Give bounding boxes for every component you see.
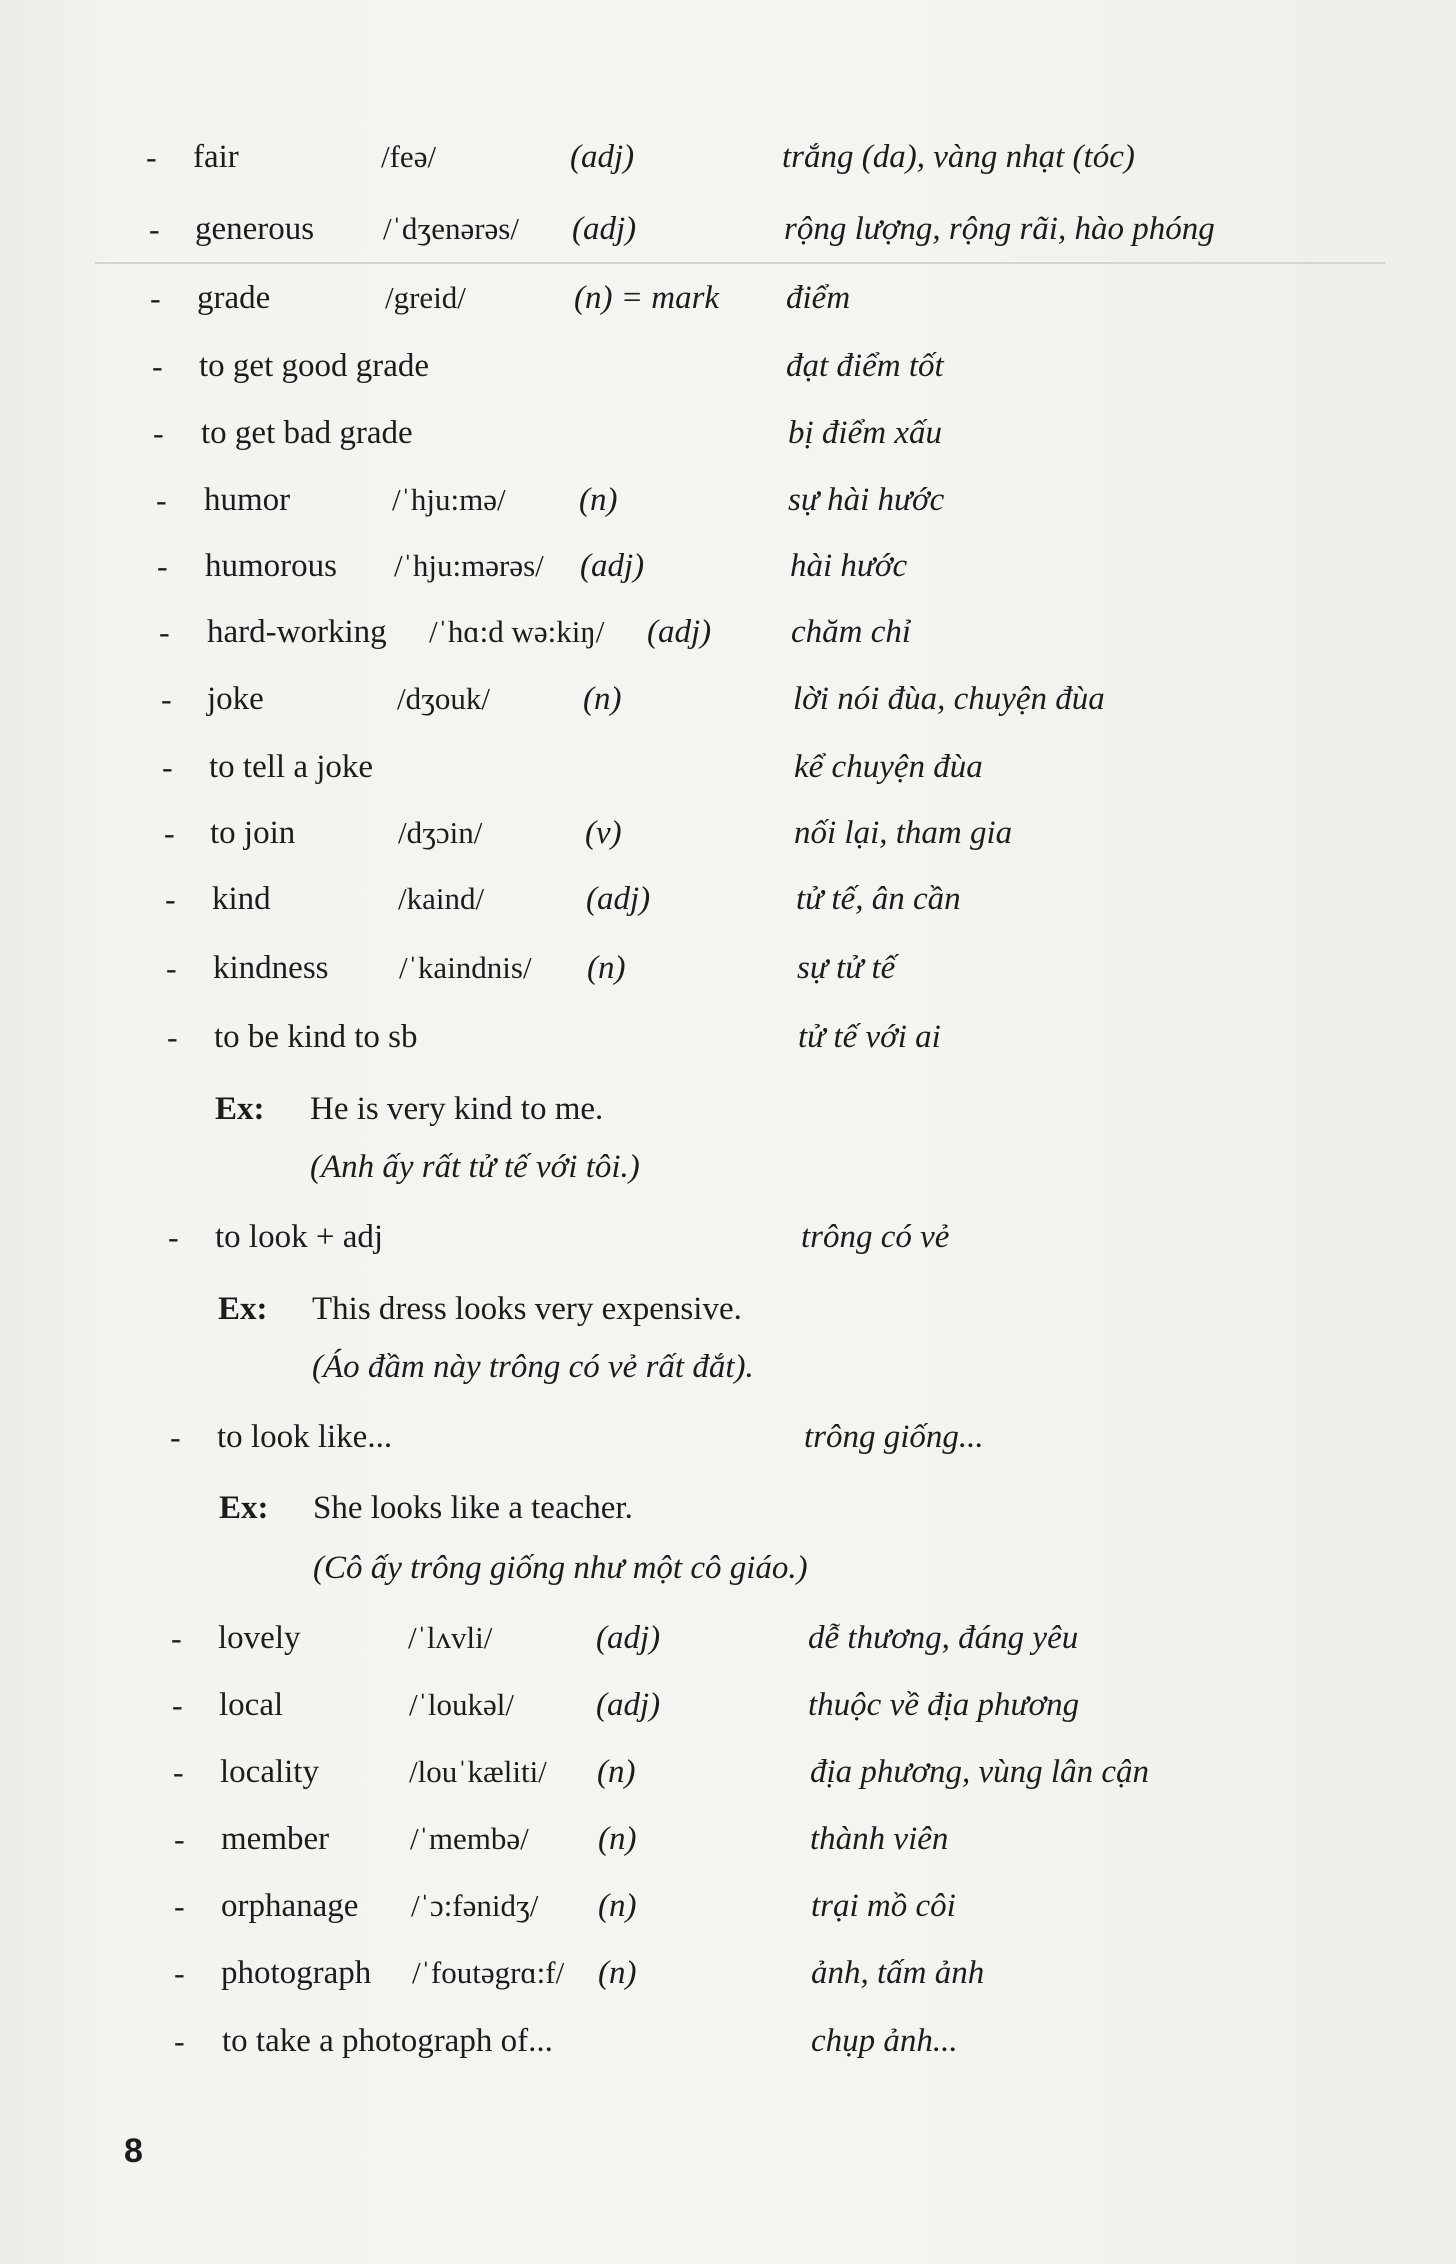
vocab-meaning: sự tử tế	[797, 950, 896, 986]
vocab-entry	[0, 1412, 1456, 1462]
example-label: Ex:	[215, 1091, 265, 1127]
bullet-dash: -	[168, 1219, 179, 1255]
vocab-pos: (n)	[579, 482, 618, 518]
bullet-dash: -	[174, 1955, 185, 1991]
bullet-dash: -	[153, 415, 164, 451]
vocab-entry	[0, 674, 1456, 724]
vocab-meaning: lời nói đùa, chuyện đùa	[793, 681, 1105, 717]
vocab-ipa: /feə/	[381, 139, 437, 174]
vocab-pos: (n)	[587, 950, 626, 986]
example-translation: (Anh ấy rất tử tế với tôi.)	[310, 1149, 640, 1185]
vocab-term: to get bad grade	[201, 415, 413, 451]
bullet-dash: -	[174, 1821, 185, 1857]
vocab-pos: (adj)	[596, 1687, 661, 1723]
vocab-pos: (adj)	[596, 1620, 661, 1656]
bullet-dash: -	[162, 749, 173, 785]
vocab-entry	[0, 808, 1456, 858]
vocab-entry	[0, 874, 1456, 924]
vocab-ipa: /ˈkaindnis/	[399, 950, 532, 985]
vocab-meaning: rộng lượng, rộng rãi, hào phóng	[784, 211, 1215, 247]
vocab-term: kindness	[213, 950, 329, 986]
vocab-meaning: ảnh, tấm ảnh	[811, 1955, 985, 1991]
vocab-meaning: địa phương, vùng lân cận	[810, 1754, 1149, 1790]
vocab-meaning: trông có vẻ	[801, 1219, 950, 1255]
vocab-ipa: /kaind/	[398, 881, 485, 916]
example-translation: (Áo đầm này trông có vẻ rất đắt).	[312, 1349, 754, 1385]
vocab-term: local	[219, 1687, 284, 1723]
bullet-dash: -	[173, 1754, 184, 1790]
vocab-term: to be kind to sb	[214, 1019, 418, 1055]
vocab-term: to tell a joke	[209, 749, 374, 785]
vocab-entry	[0, 943, 1456, 993]
vocab-pos: (adj)	[570, 139, 635, 175]
example-translation: (Cô ấy trông giống như một cô giáo.)	[313, 1550, 808, 1586]
example-text: He is very kind to me.	[310, 1091, 604, 1127]
vocab-ipa: /ˈhɑ:d wə:kiŋ/	[429, 614, 605, 649]
example-text: This dress looks very expensive.	[312, 1291, 742, 1327]
vocab-term: humorous	[205, 548, 337, 584]
example-label: Ex:	[218, 1291, 268, 1327]
vocab-meaning: nối lại, tham gia	[794, 815, 1013, 851]
bullet-dash: -	[157, 548, 168, 584]
vocab-entry	[0, 1680, 1456, 1730]
vocab-entry	[0, 408, 1456, 458]
vocab-ipa: /ˈdʒenərəs/	[383, 211, 519, 246]
vocab-entry	[0, 1747, 1456, 1797]
vocab-term: member	[221, 1821, 330, 1857]
vocab-pos: (adj)	[647, 614, 712, 650]
vocab-term: fair	[193, 139, 239, 175]
vocab-pos: (n) = mark	[574, 280, 720, 316]
bullet-dash: -	[156, 482, 167, 518]
bullet-dash: -	[174, 1888, 185, 1924]
vocab-pos: (n)	[597, 1754, 636, 1790]
vocab-meaning: trắng (da), vàng nhạt (tóc)	[782, 139, 1135, 175]
vocab-term: orphanage	[221, 1888, 359, 1924]
vocab-term: locality	[220, 1754, 319, 1790]
vocab-meaning: trại mồ côi	[811, 1888, 956, 1924]
bullet-dash: -	[161, 681, 172, 717]
vocab-entry	[0, 1948, 1456, 1998]
vocab-entry	[0, 1814, 1456, 1864]
page-number: 8	[124, 2132, 143, 2170]
bullet-dash: -	[159, 614, 170, 650]
bullet-dash: -	[150, 280, 161, 316]
vocab-entry	[0, 273, 1456, 323]
vocab-term: to join	[210, 815, 296, 851]
vocab-term: to look like...	[217, 1419, 393, 1455]
vocab-entry	[0, 1881, 1456, 1931]
vocab-ipa: /dʒouk/	[397, 681, 490, 716]
vocab-pos: (adj)	[580, 548, 645, 584]
vocab-entry	[0, 341, 1456, 391]
vocab-meaning: trông giống...	[804, 1419, 984, 1455]
vocab-pos: (v)	[585, 815, 622, 851]
example-label: Ex:	[219, 1490, 269, 1526]
vocab-entry	[0, 1212, 1456, 1262]
vocab-term: joke	[207, 681, 264, 717]
vocab-meaning: đạt điểm tốt	[786, 348, 944, 384]
example	[0, 1284, 1456, 1334]
vocab-ipa: /ˈhju:mərəs/	[394, 548, 544, 583]
vocab-pos: (adj)	[586, 881, 651, 917]
vocab-ipa: /ˈmembə/	[410, 1821, 529, 1856]
vocab-term: generous	[195, 211, 315, 247]
vocab-meaning: điểm	[786, 280, 851, 316]
vocab-term: to look + adj	[215, 1219, 384, 1255]
vocab-entry	[0, 742, 1456, 792]
vocab-meaning: thuộc về địa phương	[808, 1687, 1080, 1723]
vocab-term: photograph	[221, 1955, 372, 1991]
vocab-meaning: dễ thương, đáng yêu	[808, 1620, 1079, 1656]
vocab-term: lovely	[218, 1620, 301, 1656]
vocab-pos: (n)	[583, 681, 622, 717]
vocab-pos: (adj)	[572, 211, 637, 247]
example	[0, 1084, 1456, 1134]
bullet-dash: -	[146, 139, 157, 175]
vocab-pos: (n)	[598, 1955, 637, 1991]
show-through-rule	[95, 262, 1385, 264]
bullet-dash: -	[149, 211, 160, 247]
vocab-entry	[0, 1613, 1456, 1663]
vocab-entry	[0, 541, 1456, 591]
vocab-term: kind	[212, 881, 271, 917]
vocab-meaning: thành viên	[810, 1821, 949, 1857]
bullet-dash: -	[166, 950, 177, 986]
vocab-pos: (n)	[598, 1821, 637, 1857]
vocab-term: grade	[197, 280, 271, 316]
vocab-meaning: bị điểm xấu	[788, 415, 942, 451]
vocab-ipa: /louˈkæliti/	[409, 1754, 547, 1789]
bullet-dash: -	[165, 881, 176, 917]
vocab-ipa: /ˈlʌvli/	[408, 1620, 493, 1655]
vocab-entry	[0, 204, 1456, 254]
vocab-pos: (n)	[598, 1888, 637, 1924]
vocab-entry	[0, 475, 1456, 525]
bullet-dash: -	[171, 1620, 182, 1656]
vocab-ipa: /ˈhju:mə/	[392, 482, 506, 517]
vocab-ipa: /ˈɔ:fənidʒ/	[411, 1888, 539, 1923]
vocab-ipa: /dʒɔin/	[398, 815, 483, 850]
vocab-term: to get good grade	[199, 348, 430, 384]
bullet-dash: -	[164, 815, 175, 851]
bullet-dash: -	[172, 1687, 183, 1723]
vocab-ipa: /greid/	[385, 280, 466, 315]
vocab-term: to take a photograph of...	[222, 2023, 553, 2059]
vocab-entry	[0, 132, 1456, 182]
vocab-entry	[0, 1012, 1456, 1062]
vocab-meaning: chăm chỉ	[791, 614, 912, 650]
vocab-ipa: /ˈfoutəgrɑ:f/	[412, 1955, 565, 1990]
vocab-meaning: kể chuyện đùa	[794, 749, 983, 785]
bullet-dash: -	[174, 2023, 185, 2059]
example	[0, 1483, 1456, 1533]
vocab-meaning: hài hước	[790, 548, 908, 584]
example-text: She looks like a teacher.	[313, 1490, 633, 1526]
vocab-entry	[0, 607, 1456, 657]
vocab-entry	[0, 2016, 1456, 2066]
vocab-ipa: /ˈloukəl/	[409, 1687, 515, 1722]
bullet-dash: -	[152, 348, 163, 384]
vocab-term: hard-working	[207, 614, 387, 650]
vocab-term: humor	[204, 482, 291, 518]
vocab-meaning: tử tế, ân cần	[796, 881, 961, 917]
bullet-dash: -	[167, 1019, 178, 1055]
vocab-meaning: tử tế với ai	[798, 1019, 941, 1055]
vocab-meaning: sự hài hước	[788, 482, 945, 518]
vocab-meaning: chụp ảnh...	[811, 2023, 958, 2059]
bullet-dash: -	[170, 1419, 181, 1455]
